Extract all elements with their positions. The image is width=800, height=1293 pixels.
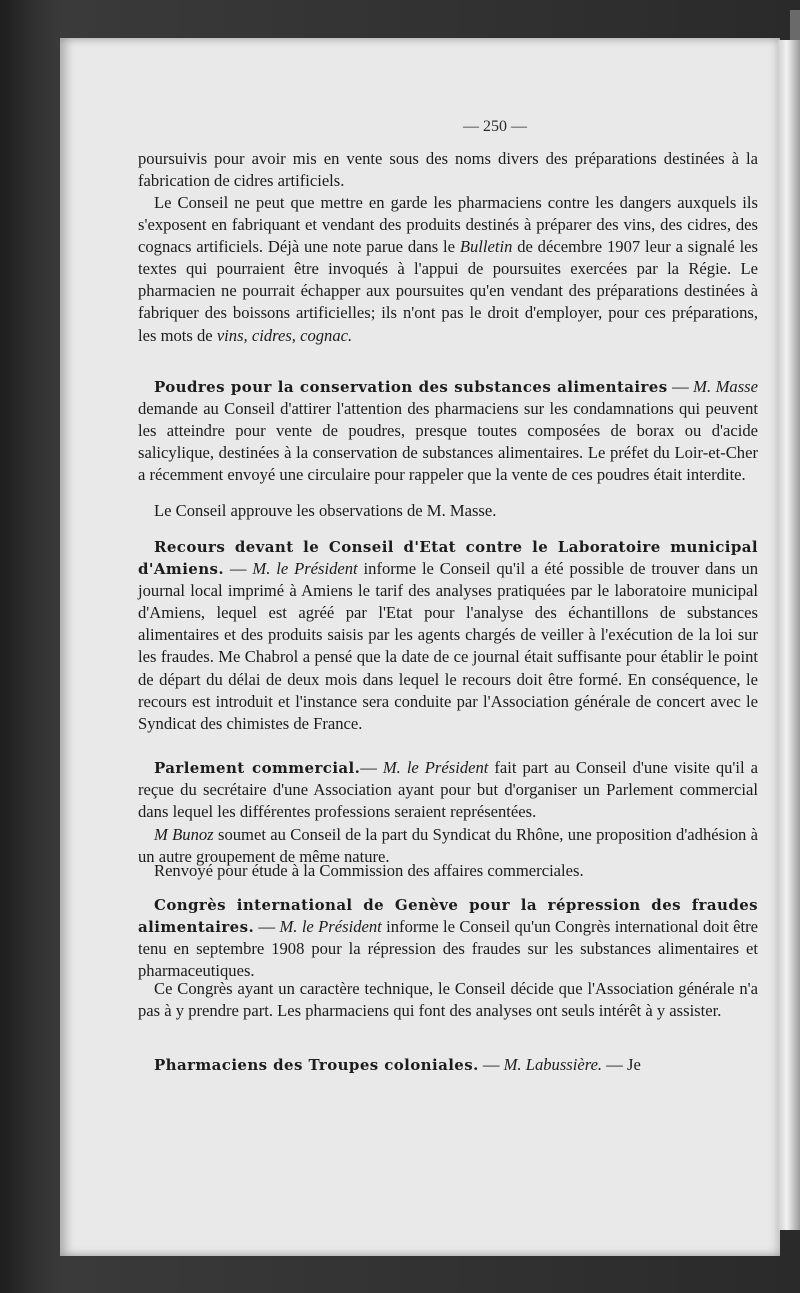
parlement-body-2: soumet au Conseil de la part du Syndicat du Rhône, une proposition d'adhésion à un autre groupement de même nature. xyxy=(138,825,758,867)
speaker-name: M Bunoz xyxy=(154,825,214,844)
pharmaciens-tail: — Je xyxy=(602,1055,641,1074)
intro-paragraph-2 xyxy=(138,192,758,347)
speaker-name: M. Labussière. xyxy=(503,1055,603,1074)
section-heading-recours: Recours devant le Conseil d'Etat contre le Laboratoire municipal d'Amiens. xyxy=(138,538,758,579)
dash: — xyxy=(478,1055,504,1074)
speaker-name: M. le Président xyxy=(382,758,489,777)
bulletin-title: Bulletin xyxy=(459,237,513,257)
congres-paragraph-2: Ce Congrès ayant un caractère technique, le Conseil décide que l'Association générale n'a pas à y prendre part. Les pharmaciens qui font des analyses ont seuls intérêt à y assister. xyxy=(138,979,758,1021)
congres-paragraph xyxy=(138,894,758,982)
page-number: — 250 — xyxy=(463,118,527,135)
page-edge xyxy=(778,40,800,1230)
intro-text-b: de décembre 1907 leur a signalé les textes qui pourraient être invoqués à l'appui de poursuites exercées par la Régie. Le pharmacien ne pourrait échapper aux poursuites qu'en vendant des préparations destinées à fabriquer des boissons artificielles; ils n'ont pas le droit d'employer, pour ces préparations, les mots de xyxy=(138,237,759,345)
poudres-paragraph-2: Le Conseil approuve les observations de M. Masse. xyxy=(154,501,497,520)
section-heading-parlement: Parlement commercial. xyxy=(154,759,361,777)
speaker-name: M. le Président xyxy=(252,559,358,579)
poudres-paragraph xyxy=(138,376,758,486)
parlement-paragraph xyxy=(138,757,758,823)
dash: — xyxy=(224,559,253,579)
poudres-body: demande au Conseil d'attirer l'attention des pharmaciens sur les condamnations qui peuvent les atteindre pour vente de poudres, presque toutes composées de borax ou d'acide salicylique, destinées à la conservation de substances alimentaires. Le préfet du Loir-et-Cher a récemment envoyé une circulaire pour rappeler que la vente de ces poudres était interdite. xyxy=(138,399,758,485)
intro-paragraph-1: poursuivis pour avoir mis en vente sous des noms divers des préparations destinées à la fabrication de cidres artificiels. xyxy=(138,149,758,191)
dash: — xyxy=(360,758,383,777)
section-heading-poudres: Poudres pour la conservation des substances alimentaires xyxy=(154,378,668,396)
parlement-body: fait part au Conseil d'une visite qu'il a reçue du secrétaire d'une Association ayant pour but d'organiser un Parlement commercial dans lequel les différentes professions seraient représentées. xyxy=(138,758,758,822)
dash: — xyxy=(254,917,280,937)
recours-body: informe le Conseil qu'il a été possible de trouver dans un journal local imprimé à Amiens le tarif des analyses pratiquées par le laboratoire municipal d'Amiens, lequel est agréé par l'Etat pour l'analyse des échantillons de substances alimentaires et des produits saisis par les agents chargés de veiller à l'exécution de la loi sur les fraudes. Me Chabrol a pensé que la date de ce journal était suffisante pour établir le point de départ du délai de deux mois dans lequel le recours doit être formé. En conséquence, le recours est introduit et l'instance sera conduite par l'Association générale de concert avec le Syndicat des chimistes de France. xyxy=(138,559,759,733)
intro-text-a: Le Conseil ne peut que mettre en garde les pharmaciens contre les dangers auxquels ils s'exposent en fabriquant et vendant des produits destinés à préparer des vins, des cidres, des cognacs artificiels. Déjà une note parue dans le xyxy=(138,193,758,257)
section-heading-congres: Congrès international de Genève pour la répression des fraudes alimentaires. xyxy=(138,896,758,937)
forbidden-words: vins, cidres, cognac. xyxy=(216,325,353,345)
dash: — xyxy=(672,377,694,396)
congres-body: informe le Conseil qu'un Congrès international doit être tenu en septembre 1908 pour la répression des fraudes sur les substances alimentaires et pharmaceutiques. xyxy=(138,917,759,981)
section-heading-pharmaciens: Pharmaciens des Troupes coloniales. xyxy=(154,1056,479,1074)
recours-paragraph xyxy=(138,536,758,735)
parlement-paragraph-3: Renvoyé pour étude à la Commission des affaires commerciales. xyxy=(154,861,584,880)
pharmaciens-paragraph xyxy=(138,1054,758,1076)
speaker-name: M. Masse xyxy=(693,377,759,396)
speaker-name: M. le Président xyxy=(279,917,382,937)
